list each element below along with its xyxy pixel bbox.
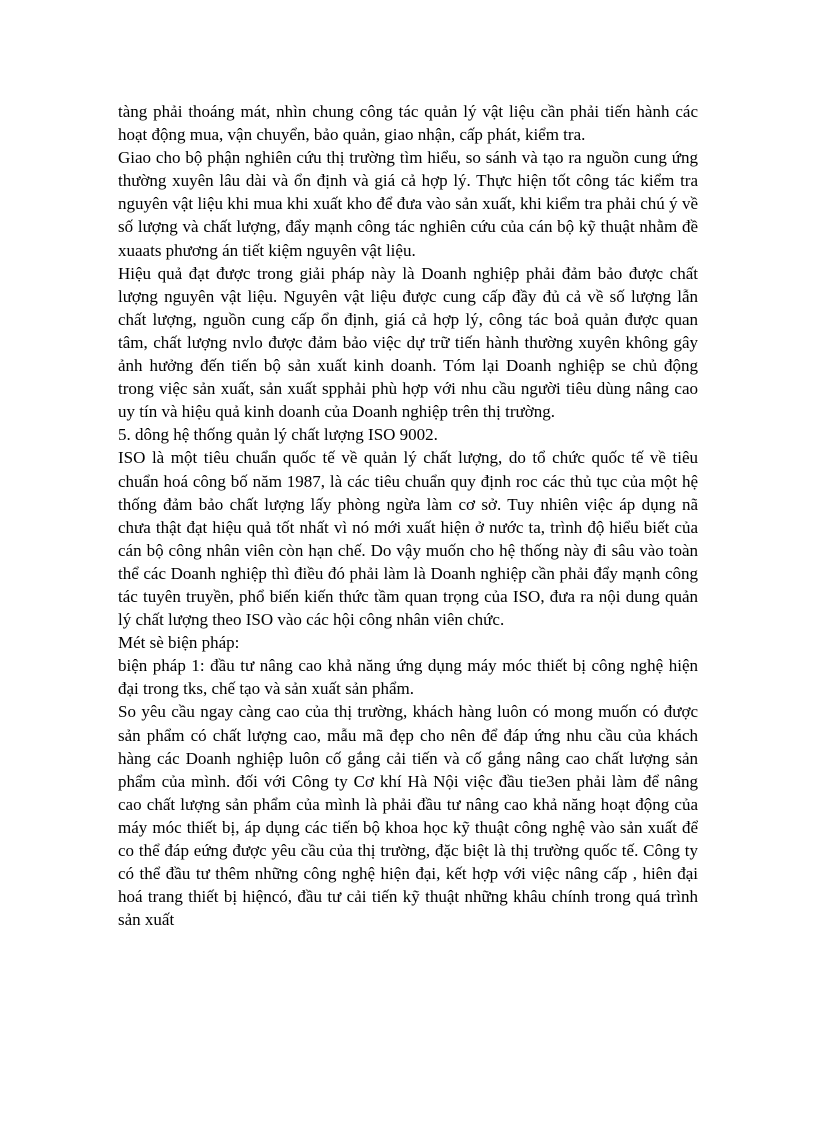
paragraph-solution-effectiveness: Hiệu quả đạt được trong giải pháp này là Doanh nghiệp phải đảm bảo được chất lượng nguyên vật liệu. Nguyên vật liệu được cung cấp đầy đủ cả về số lượng lẫn chất lượng, nguồn cung cấp ổn định, giá cả hợp lý, công tác boả quản được quan tâm, chất lượng nvlo được đảm bảo việc dự trữ tiến hành thường xuyên không gây ảnh hưởng đến tiến bộ sản xuất kinh doanh. Tóm lại Doanh nghiệp se chủ động trong việc sản xuất, sản xuất spphải phù hợp với nhu cầu người tiêu dùng nâng cao uy tín và hiệu quả kinh doanh của Doanh nghiệp trên thị trường. [118, 263, 698, 422]
measure-1-heading: biện pháp 1: đầu tư nâng cao khả năng ứng dụng máy móc thiết bị công nghệ hiện đại trong tks, chế tạo và sản xuất sản phẩm. [118, 656, 698, 699]
paragraph-market-research: Giao cho bộ phận nghiên cứu thị trường tìm hiểu, so sánh và tạo ra nguồn cung ứng thường xuyên lâu dài và ổn định và giá cả hợp lý. Thực hiện tốt công tác kiểm tra nguyên vật liệu khi mua khi xuất kho để đưa vào sản xuất, khi kiểm tra phải chú ý về số lượng và chất lượng, đẩy mạnh công tác nghiên cứu của cán bộ kỹ thuật nhằm đề xuaats phương án tiết kiệm nguyên vật liệu. [118, 148, 698, 260]
paragraph-storage-management: tàng phải thoáng mát, nhìn chung công tác quản lý vật liệu cần phải tiến hành các hoạt động mua, vận chuyển, bảo quản, giao nhận, cấp phát, kiểm tra. [118, 102, 698, 145]
section-heading-iso-9002: 5. dông hệ thống quản lý chất lượng ISO 9002. [118, 425, 438, 445]
paragraph-market-demand: So yêu cầu ngay càng cao của thị trường, khách hàng luôn có mong muốn có được sản phẩm có chất lượng cao, mẫu mã đẹp cho nên để đáp ứng nhu cầu của khách hàng các Doanh nghiệp luôn cố gắng cải tiến và cố gắng nâng cao chất lượng sản phẩm của mình. đối với Công ty Cơ khí Hà Nội việc đầu tie3en phải làm để nâng cao chất lượng sản phẩm của mình là phải đầu tư nâng cao khả năng hoạt động của máy móc thiết bị, áp dụng các tiến bộ khoa học kỹ thuật công nghệ vào sản xuất để co thể đáp eứng được yêu cầu của thị trường, đặc biệt là thị trường quốc tế. Công ty có thể đầu tư thêm những công nghệ hiện đại, kết hợp với việc nâng cấp , hiên đại hoá trang thiết bị hiệncó, đầu tư cải tiến kỹ thuật những khâu chính trong quá trình sản xuất [118, 702, 698, 930]
paragraph-iso-standard: ISO là một tiêu chuẩn quốc tế về quản lý chất lượng, do tổ chức quốc tế về tiêu chuẩn hoá công bố năm 1987, là các tiêu chuẩn quy định roc các thủ tục của một hệ thống đảm bảo chất lượng lấy phòng ngừa làm cơ sở. Tuy nhiên việc áp dụng nã chưa thật đạt hiệu quả tốt nhất vì nó mới xuất hiện ở nước ta, trình độ hiểu biết của cán bộ công nhân viên còn hạn chế. Do vậy muốn cho hệ thống này đi sâu vào toàn thể các Doanh nghiệp thì điều đó phải làm là Doanh nghiệp cần phải đẩy mạnh công tác tuyên truyền, phổ biến kiến thức tầm quan trọng của ISO, đưa ra nội dung quản lý chất lượng theo ISO vào các hội công nhân viên chức. [118, 448, 698, 630]
document-page [118, 100, 698, 931]
subheading-measures: Mét sè biện pháp: [118, 633, 240, 653]
